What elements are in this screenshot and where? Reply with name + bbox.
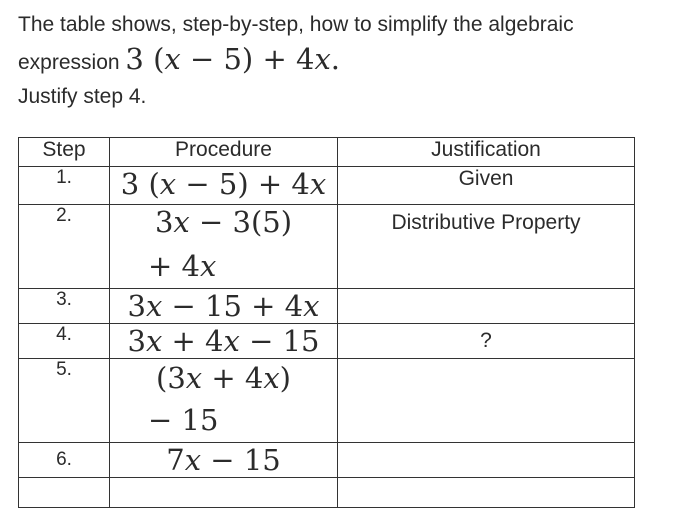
prompt-expression: 3 (x − 5) + 4x. (125, 42, 341, 76)
justification-cell: Given (338, 167, 635, 205)
justification-cell (338, 478, 635, 508)
justification-cell (338, 443, 635, 478)
step-number: 1. (19, 167, 110, 205)
header-justification: Justification (338, 138, 635, 167)
justification-cell: Distributive Property (338, 205, 635, 289)
table-row (19, 205, 635, 289)
table-row (19, 289, 635, 324)
procedure-cell: 3 (x − 5) + 4x (110, 167, 338, 205)
procedure-cell (110, 478, 338, 508)
procedure-cell: 3x + 4x − 15 (110, 324, 338, 359)
table-header-row (19, 138, 635, 167)
step-number: 4. (19, 324, 110, 359)
table-row (19, 167, 635, 205)
table-row (19, 478, 635, 508)
prompt-line-2 (18, 42, 678, 80)
step-number (19, 478, 110, 508)
procedure-cell: (3x + 4x) − 15 (110, 359, 338, 443)
procedure-cell: 7x − 15 (110, 443, 338, 478)
table-row (19, 324, 635, 359)
steps-table (18, 137, 635, 508)
step-number: 3. (19, 289, 110, 324)
prompt-line-3: Justify step 4. (18, 85, 147, 108)
question-prompt (18, 8, 678, 114)
procedure-cell: 3x − 15 + 4x (110, 289, 338, 324)
procedure-cell: 3x − 3(5) + 4x (110, 205, 338, 289)
prompt-line-1: The table shows, step-by-step, how to simplify the algebraic (18, 13, 574, 36)
step-number: 2. (19, 205, 110, 289)
justification-question-mark: ? (338, 324, 635, 359)
justification-cell (338, 289, 635, 324)
table-row (19, 359, 635, 443)
justification-cell (338, 359, 635, 443)
header-step: Step (19, 138, 110, 167)
prompt-expression-label: expression (18, 51, 120, 74)
header-procedure: Procedure (110, 138, 338, 167)
table-row (19, 443, 635, 478)
step-number: 5. (19, 359, 110, 443)
step-number: 6. (19, 443, 110, 478)
